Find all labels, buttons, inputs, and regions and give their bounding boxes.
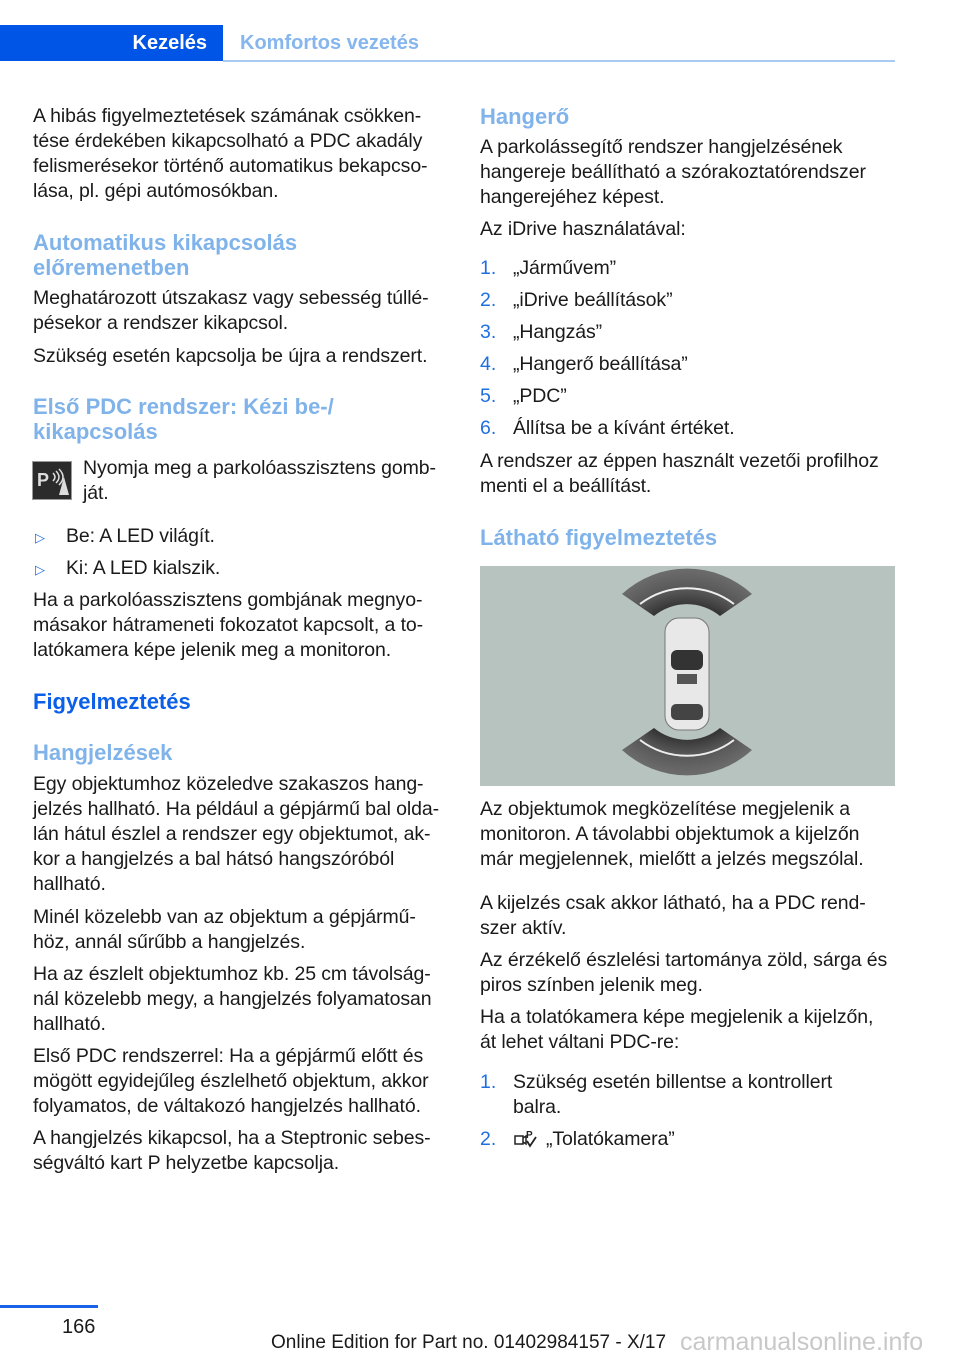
paragraph: A rendszer az éppen használt vezetői profilhoz menti el a beállítást. [480, 450, 879, 497]
bullet-triangle-icon: ▷ [35, 562, 45, 577]
rear-camera-icon [513, 1128, 539, 1150]
paragraph: Meghatározott útszakasz vagy sebesség túllé- pésekor a rendszer kikapcsol. [33, 287, 429, 334]
section-heading: Automatikus kikapcsolás előremenetben [33, 230, 298, 280]
step-number: 2. [480, 1128, 497, 1150]
step-text: Szükség esetén billentse a kontrollert balra. [513, 1071, 833, 1118]
bullet-item: Be: A LED világít. [66, 525, 215, 547]
step-number: 4. [480, 353, 497, 375]
step-number: 3. [480, 321, 497, 343]
step-number: 1. [480, 1071, 497, 1093]
section-heading: Hangjelzések [33, 740, 173, 765]
page-number: 166 [62, 1316, 96, 1338]
step-text: „PDC” [513, 385, 567, 407]
step-text: Állítsa be a kívánt értéket. [513, 417, 735, 439]
paragraph: Szükség esetén kapcsolja be újra a rendszert. [33, 345, 428, 367]
paragraph: Nyomja meg a parkolóasszisztens gomb- ját. [83, 457, 436, 504]
watermark: carmanualsonline.info [680, 1328, 924, 1356]
paragraph: Minél közelebb van az objektum a gépjármű- höz, annál sűrűbb a hangjelzés. [33, 906, 416, 953]
step-text: „Tolatókamera” [546, 1128, 675, 1150]
step-text: „Hangerő beállítása” [513, 353, 688, 375]
tab-komfortos-vezetes[interactable]: Komfortos vezetés [240, 32, 419, 54]
step-text: „Járművem” [513, 257, 617, 279]
paragraph: Ha a tolatókamera képe megjelenik a kijelzőn, át lehet váltani PDC-re: [480, 1006, 874, 1053]
paragraph: Az objektumok megközelítése megjelenik a monitoron. A távolabbi objektumok a kijelzőn már megjelennek, mielőtt a jelzés megszólal. [480, 798, 864, 870]
paragraph: Egy objektumhoz közeledve szakaszos hang- jelzés hallható. Ha például a gépjármű bal olda- lán hátul észlel a rendszer egy objektumot, ak- kor a hangjelzés a bal hátsó hangszóróból hallható. [33, 773, 440, 895]
footer-divider [0, 1305, 98, 1308]
svg-text:P: P [526, 1130, 533, 1141]
chapter-heading: Figyelmeztetés [33, 689, 191, 714]
paragraph: Ha az észlelt objektumhoz kb. 25 cm távolság- nál közelebb megy, a hangjelzés folyamatosan hallható. [33, 963, 432, 1035]
section-heading: Első PDC rendszer: Kézi be-/ kikapcsolás [33, 394, 334, 444]
bullet-triangle-icon: ▷ [35, 530, 45, 545]
paragraph: A hibás figyelmeztetések számának csökken- tése érdekében kikapcsolható a PDC akadály felismerésekor történő automatikus bekapcso- lása, pl. gépi autómosókban. [33, 105, 428, 202]
bullet-item: Ki: A LED kialszik. [66, 557, 221, 579]
step-number: 2. [480, 289, 497, 311]
paragraph: A hangjelzés kikapcsol, ha a Steptronic sebes- ségváltó kart P helyzetbe kapcsolja. [33, 1127, 431, 1174]
paragraph: Az iDrive használatával: [480, 218, 686, 240]
section-heading: Látható figyelmeztetés [480, 525, 718, 550]
tab-kezeles[interactable]: Kezelés [0, 25, 223, 61]
paragraph: A parkolássegítő rendszer hangjelzésének hangereje beállítható a szórakoztatórendszer hangerejéhez képest. [480, 136, 866, 208]
edition-text: Online Edition for Part no. 01402984157 - X/17 [271, 1332, 667, 1353]
step-number: 5. [480, 385, 497, 407]
step-number: 1. [480, 257, 497, 279]
park-assist-button-icon [32, 461, 72, 500]
paragraph: Első PDC rendszerrel: Ha a gépjármű előtt és mögött egyidejűleg észlelhető objektum, akkor folyamatos, de váltakozó hangjelzés hallható. [33, 1045, 429, 1117]
paragraph: Az érzékelő észlelési tartománya zöld, sárga és piros színben jelenik meg. [480, 949, 888, 996]
step-number: 6. [480, 417, 497, 439]
paragraph: Ha a parkolóasszisztens gombjának megnyo- másakor hátrameneti fokozatot kapcsolt, a to- latókamera képe jelenik meg a monitoron. [33, 589, 424, 661]
header-divider [223, 60, 895, 62]
section-heading: Hangerő [480, 104, 570, 129]
paragraph: A kijelzés csak akkor látható, ha a PDC rend- szer aktív. [480, 892, 866, 939]
step-text: „iDrive beállítások” [513, 289, 673, 311]
step-text: „Hangzás” [513, 321, 603, 343]
pdc-display-illustration [480, 566, 895, 786]
svg-text:P: P [37, 470, 50, 490]
